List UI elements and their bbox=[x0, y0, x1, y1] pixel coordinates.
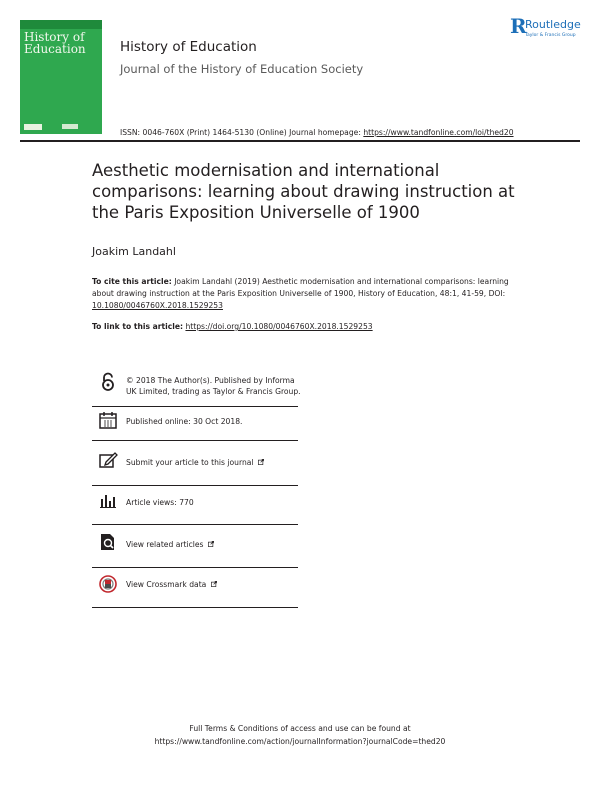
citation-block bbox=[92, 276, 522, 313]
related-articles-link[interactable] bbox=[126, 540, 214, 551]
row-divider bbox=[92, 607, 298, 608]
external-link-icon bbox=[258, 459, 264, 465]
calendar-icon bbox=[98, 410, 118, 430]
publisher-name: Routledge bbox=[525, 18, 581, 31]
journal-homepage-link[interactable]: https://www.tandfonline.com/loi/thed20 bbox=[363, 128, 514, 137]
open-access-lock-icon bbox=[98, 372, 118, 392]
article-link-line bbox=[92, 321, 522, 333]
row-divider bbox=[92, 406, 298, 407]
crossmark-label: View Crossmark data bbox=[126, 580, 207, 589]
footer-terms: Full Terms & Conditions of access and use can be found at bbox=[189, 724, 411, 733]
article-author: Joakim Landahl bbox=[92, 245, 176, 258]
journal-cover bbox=[20, 20, 102, 134]
related-articles-icon bbox=[98, 532, 118, 552]
row-divider bbox=[92, 567, 298, 568]
header-divider bbox=[20, 140, 580, 142]
external-link-icon bbox=[208, 541, 214, 547]
journal-title: History of Education bbox=[120, 39, 257, 55]
row-divider bbox=[92, 440, 298, 441]
cover-publisher-mark-2 bbox=[62, 124, 78, 129]
bar-chart-icon bbox=[98, 490, 118, 510]
footer-terms-url[interactable]: https://www.tandfonline.com/action/journalInformation?journalCode=thed20 bbox=[154, 737, 446, 746]
issn-text: ISSN: 0046-760X (Print) 1464-5130 (Online) Journal homepage: bbox=[120, 128, 361, 137]
license-text: © 2018 The Author(s). Published by Informa UK Limited, trading as Taylor & Francis Group. bbox=[126, 376, 301, 396]
citation-doi-link[interactable]: 10.1080/0046760X.2018.1529253 bbox=[92, 301, 223, 311]
cover-publisher-mark bbox=[24, 124, 42, 130]
cover-title: History of Education bbox=[24, 30, 86, 56]
edit-icon bbox=[98, 450, 118, 470]
published-date: Published online: 30 Oct 2018. bbox=[126, 417, 243, 426]
citation-text: Joakim Landahl (2019) Aesthetic modernisation and international comparisons: learning about drawing instruction at the Paris Exposition Universelle of 1900, History of Education, 48:1, 41-59, DOI: bbox=[92, 277, 509, 299]
article-views: Article views: 770 bbox=[126, 498, 194, 507]
journal-subtitle: Journal of the History of Education Society bbox=[120, 62, 364, 76]
row-divider bbox=[92, 524, 298, 525]
routledge-logo bbox=[510, 16, 590, 44]
crossmark-link[interactable] bbox=[126, 580, 217, 591]
article-title: Aesthetic modernisation and international comparisons: learning about drawing instruction at the Paris Exposition Universelle of 1900 bbox=[92, 161, 515, 222]
cover-top-strip bbox=[20, 20, 102, 29]
crossmark-icon bbox=[98, 574, 118, 594]
related-articles-label: View related articles bbox=[126, 540, 204, 549]
article-link-url[interactable]: https://doi.org/10.1080/0046760X.2018.1529253 bbox=[185, 322, 373, 331]
citation-label: To cite this article: bbox=[92, 277, 172, 286]
article-link-label: To link to this article: bbox=[92, 322, 184, 331]
row-divider bbox=[92, 485, 298, 486]
submit-article-link[interactable] bbox=[126, 458, 264, 469]
submit-article-label: Submit your article to this journal bbox=[126, 458, 254, 467]
publisher-tagline: Taylor & Francis Group bbox=[525, 33, 576, 38]
issn-line bbox=[120, 128, 514, 137]
external-link-icon bbox=[211, 581, 217, 587]
routledge-r-icon: R bbox=[510, 14, 527, 38]
